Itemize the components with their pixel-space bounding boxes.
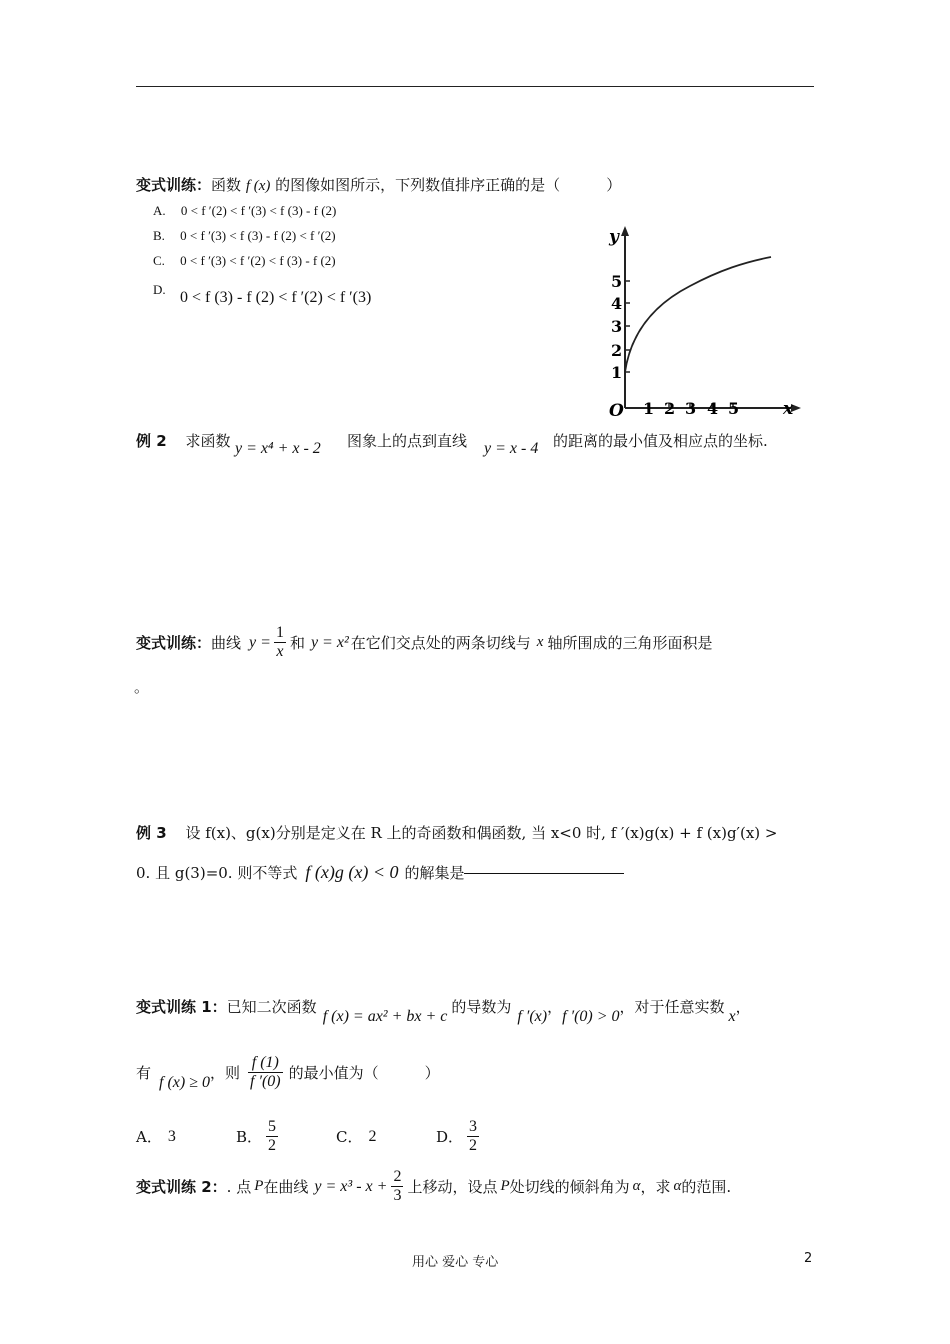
q3-option-c <box>336 1126 436 1147</box>
q3-cond2: f (x) ≥ 0 <box>159 1073 210 1091</box>
option-fraction <box>266 1118 278 1156</box>
q4-alpha: α <box>632 1178 641 1195</box>
fraction-denominator: 3 <box>393 1187 402 1205</box>
q3-options <box>136 1118 479 1156</box>
function-graph <box>595 222 815 422</box>
option-letter: A. <box>153 203 166 218</box>
ex2-post: 的距离的最小值及相应点的坐标. <box>553 432 768 450</box>
option-text: 0 < f ′(2) < f ′(3) < f (3) - f (2) <box>180 203 337 218</box>
option-text: 0 < f ′(3) < f (3) - f (2) < f ′(2) <box>180 228 336 243</box>
fraction-numerator: 1 <box>275 624 284 641</box>
ex2-eq1: y = x⁴ + x - 2 <box>235 440 321 457</box>
q3-option-d <box>436 1118 479 1156</box>
q4-post4: 的范围. <box>681 1178 732 1197</box>
q2-y-eq: y = <box>249 633 271 651</box>
q4-pre: . 点 <box>226 1178 252 1197</box>
q3-label: 变式训练 1： <box>136 998 227 1016</box>
option-letter: B. <box>153 228 165 243</box>
fraction-numerator: 5 <box>268 1118 277 1135</box>
q3-mid: 的导数为 <box>451 998 512 1016</box>
q3-comma: ， <box>547 998 563 1016</box>
q4-post3: ，求 <box>640 1178 671 1197</box>
q3-line2-pre: 有 <box>136 1064 152 1083</box>
q4-eq: y = x³ - x + <box>314 1177 388 1195</box>
ex2-eq2: y = x - 4 <box>484 440 539 457</box>
q1-option-b <box>153 228 336 244</box>
q3-xvar: x <box>728 1007 736 1025</box>
q4-point-p2: P <box>500 1178 510 1195</box>
option-letter: C． <box>336 1128 363 1147</box>
q1-label: 变式训练： <box>136 176 212 194</box>
ex2-pre: 求函数 <box>185 432 231 450</box>
y-tick-label: 4 <box>611 294 623 313</box>
q4-label: 变式训练 2： <box>136 1178 227 1197</box>
ex2-mid: 图象上的点到直线 <box>347 432 468 450</box>
x-tick-label: 5 <box>728 399 740 418</box>
q1-stem <box>136 174 621 195</box>
q2-and: 和 <box>289 634 305 653</box>
q1-option-c <box>153 253 336 269</box>
q4-point-p: P <box>254 1178 264 1195</box>
footer-text: 用心 爱心 专心 <box>412 1255 499 1270</box>
x-tick-label: 3 <box>685 399 697 418</box>
q2-xvar: x <box>536 634 544 651</box>
q3-paren-close: ） <box>424 1064 440 1083</box>
option-text: 0 < f ′(3) < f ′(2) < f (3) - f (2) <box>180 253 336 268</box>
q1-func: f (x) <box>245 178 271 194</box>
q3-stem-line1 <box>136 996 751 1025</box>
q1-post: 的图像如图所示，下列数值排序正确的是（ <box>275 176 561 194</box>
option-fraction <box>467 1118 479 1156</box>
q3-line2-post: 的最小值为（ <box>288 1064 379 1083</box>
q2-eq2: y = x² <box>310 633 349 651</box>
x-tick-label: 4 <box>707 399 719 418</box>
y-axis-label: y <box>609 227 619 247</box>
q4-post: 上移动，设点 <box>407 1178 498 1197</box>
y-axis <box>621 226 629 408</box>
y-tick-label: 3 <box>611 317 623 336</box>
option-letter: B． <box>236 1128 263 1147</box>
x-axis-label: x <box>783 399 794 419</box>
q3-post: ，对于任意实数 <box>619 998 725 1016</box>
fraction-numerator: 2 <box>393 1168 402 1185</box>
q3-cond: f ′(0) > 0 <box>562 1007 620 1025</box>
option-letter: A． <box>136 1128 162 1147</box>
ex3-line2-pre: 0. 且 g(3)=0. 则不等式 <box>136 864 298 882</box>
option-value: 2 <box>368 1127 377 1145</box>
y-tick-label: 2 <box>611 341 623 360</box>
ex3-text: 设 f(x)、g(x)分别是定义在 R 上的奇函数和偶函数, 当 x<0 时, f ′(x)g(x) + f (x)g′(x) > <box>185 824 778 842</box>
q4-mid: 在曲线 <box>263 1178 309 1197</box>
fraction-denominator: 2 <box>268 1137 277 1155</box>
q4-fraction <box>391 1168 403 1206</box>
q1-option-d-text: 0 < f (3) - f (2) < f ′(2) < f ′(3) <box>180 289 372 306</box>
ex3-label: 例 3 <box>136 824 167 842</box>
q2-label: 变式训练： <box>136 634 212 653</box>
q3-func: f (x) = ax² + bx + c <box>322 1007 448 1025</box>
ex2-label: 例 2 <box>136 432 167 450</box>
q4-stem <box>136 1168 731 1206</box>
page-number: 2 <box>804 1251 813 1266</box>
q3-deriv: f ′(x) <box>517 1007 548 1025</box>
q3-fraction <box>248 1054 283 1092</box>
ex3-line2 <box>136 862 624 883</box>
fraction-denominator: f ′(0) <box>250 1073 281 1091</box>
q3-pre: 已知二次函数 <box>226 998 317 1016</box>
q3-option-a <box>136 1126 236 1147</box>
q4-post2: 处切线的倾斜角为 <box>509 1178 630 1197</box>
fraction-denominator: 2 <box>469 1137 478 1155</box>
q2-post2: 轴所围成的三角形面积是 <box>547 634 713 653</box>
q3-end: ， <box>735 998 751 1016</box>
q1-option-a <box>153 203 336 219</box>
q2-fraction <box>274 624 286 662</box>
q3-stem-line2 <box>136 1054 440 1092</box>
q3-option-b <box>236 1118 336 1156</box>
ex2-title <box>136 430 230 451</box>
y-tick-label: 5 <box>611 272 623 291</box>
ex3-line2-post: 的解集是 <box>404 864 465 882</box>
x-tick-label: 2 <box>664 399 676 418</box>
q1-option-d-letter: D. <box>153 282 166 297</box>
q1-paren-close: ） <box>606 176 622 194</box>
option-value: 3 <box>167 1127 176 1145</box>
q2-line2: 。 <box>134 678 150 696</box>
y-tick-labels <box>611 272 622 382</box>
option-letter: D． <box>436 1128 464 1147</box>
fraction-numerator: 3 <box>469 1118 478 1135</box>
header-rule <box>136 86 814 87</box>
q1-pre: 函数 <box>211 176 242 194</box>
x-tick-label: 1 <box>643 399 655 418</box>
option-letter: C. <box>153 253 165 268</box>
function-curve <box>625 257 771 372</box>
q2-pre: 曲线 <box>211 634 242 653</box>
ex3-inequality: f (x)g (x) < 0 <box>305 862 399 882</box>
origin-label: O <box>609 401 624 421</box>
fraction-denominator: x <box>274 642 286 661</box>
ex3-line1 <box>136 822 777 843</box>
q3-line2-mid: ，则 <box>210 1064 241 1083</box>
answer-blank[interactable] <box>464 872 624 874</box>
fraction-numerator: f (1) <box>251 1054 279 1071</box>
q2-stem <box>136 624 712 662</box>
q4-alpha2: α <box>673 1178 682 1195</box>
q2-post: 在它们交点处的两条切线与 <box>350 634 531 653</box>
y-tick-label: 1 <box>611 363 623 382</box>
